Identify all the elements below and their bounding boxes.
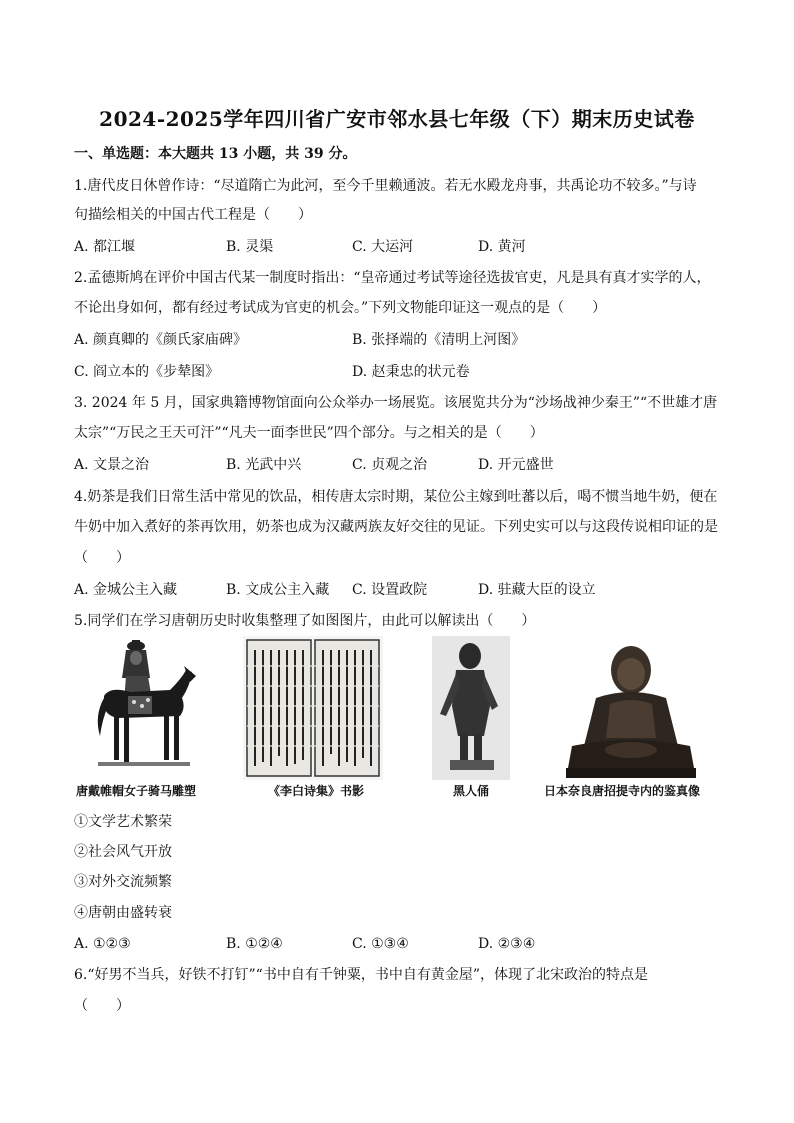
q1-line-2: 句描绘相关的中国古代工程是（ ） — [74, 207, 312, 223]
q2-line-1: 2.孟德斯鸠在评价中国古代某一制度时指出：“皇帝通过考试等途径选拔官吏，凡是具有真才实学的人， — [74, 270, 711, 286]
q3-option-b[interactable]: B. 光武中兴 — [226, 457, 302, 473]
q5-option-c[interactable]: C. ①③④ — [352, 936, 409, 952]
q3-option-a[interactable]: A. 文景之治 — [74, 457, 150, 473]
q5-statement-1: ①文学艺术繁荣 — [74, 814, 172, 830]
q5-line-1: 5.同学们在学习唐朝历史时收集整理了如图图片，由此可以解读出（ ） — [74, 613, 536, 629]
q3-option-c[interactable]: C. 贞观之治 — [352, 457, 428, 473]
q1-option-d[interactable]: D. 黄河 — [478, 239, 526, 255]
caption-jianzhen-statue: 日本奈良唐招提寺内的鉴真像 — [544, 784, 701, 798]
jianzhen-statue-image — [566, 638, 696, 780]
q6-line-2: （ ） — [74, 998, 130, 1014]
black-figurine-image — [432, 636, 510, 780]
q1-option-a[interactable]: A. 都江堰 — [74, 239, 136, 255]
q3-line-1: 3. 2024 年 5 月，国家典籍博物馆面向公众举办一场展览。该展览共分为“沙场战神少秦王”“不世雄才唐 — [74, 395, 718, 411]
q5-statement-2: ②社会风气开放 — [74, 844, 172, 860]
q4-option-a[interactable]: A. 金城公主入藏 — [74, 582, 178, 598]
q4-option-c[interactable]: C. 设置政院 — [352, 582, 428, 598]
q2-option-b[interactable]: B. 张择端的《清明上河图》 — [352, 332, 526, 348]
caption-libai-book: 《李白诗集》书影 — [268, 784, 365, 798]
q4-option-b[interactable]: B. 文成公主入藏 — [226, 582, 330, 598]
caption-black-figurine: 黑人俑 — [453, 784, 490, 798]
q2-option-a[interactable]: A. 颜真卿的《颜氏家庙碑》 — [74, 332, 248, 348]
q1-option-b[interactable]: B. 灵渠 — [226, 239, 274, 255]
q1-option-c[interactable]: C. 大运河 — [352, 239, 414, 255]
book-pages-image — [243, 636, 383, 780]
figure-jianzhen-statue — [566, 638, 696, 780]
q1-line-1: 1.唐代皮日休曾作诗：“尽道隋亡为此河，至今千里赖通波。若无水殿龙舟事，共禹论功不较多。”与诗 — [74, 178, 697, 194]
q6-line-1: 6.“好男不当兵，好铁不打钉”“书中自有千钟粟，书中自有黄金屋”，体现了北宋政治的特点是 — [74, 967, 648, 983]
q4-line-3: （ ） — [74, 550, 130, 566]
caption-horse-rider: 唐戴帷帽女子骑马雕塑 — [76, 784, 197, 798]
q3-option-d[interactable]: D. 开元盛世 — [478, 457, 554, 473]
figure-black-figurine — [432, 636, 510, 780]
q4-line-1: 4.奶茶是我们日常生活中常见的饮品，相传唐太宗时期，某位公主嫁到吐蕃以后，喝不惯当地牛奶，便在 — [74, 489, 718, 505]
q5-option-d[interactable]: D. ②③④ — [478, 936, 536, 952]
q2-option-c[interactable]: C. 阎立本的《步辇图》 — [74, 364, 220, 380]
q2-line-2: 不论出身如何，都有经过考试成为官吏的机会。”下列文物能印证这一观点的是（ ） — [74, 300, 607, 316]
q4-option-d[interactable]: D. 驻藏大臣的设立 — [478, 582, 596, 598]
figure-horse-rider-statue — [90, 636, 200, 776]
q4-line-2: 牛奶中加入煮好的茶再饮用，奶茶也成为汉藏两族友好交往的见证。下列史实可以与这段传说相印证的是 — [74, 519, 718, 535]
exam-title: 2024-2025学年四川省广安市邻水县七年级（下）期末历史试卷 — [99, 107, 695, 131]
horse-rider-image — [90, 636, 200, 776]
q2-option-d[interactable]: D. 赵秉忠的状元卷 — [352, 364, 470, 380]
q3-line-2: 太宗”“万民之王天可汗”“凡夫一面李世民”四个部分。与之相关的是（ ） — [74, 425, 544, 441]
q5-option-b[interactable]: B. ①②④ — [226, 936, 283, 952]
q5-statement-4: ④唐朝由盛转衰 — [74, 905, 172, 921]
figure-libai-book — [243, 636, 383, 780]
section-heading: 一、单选题：本大题共 13 小题，共 39 分。 — [74, 146, 357, 162]
q5-statement-3: ③对外交流频繁 — [74, 874, 172, 890]
q5-option-a[interactable]: A. ①②③ — [74, 936, 131, 952]
